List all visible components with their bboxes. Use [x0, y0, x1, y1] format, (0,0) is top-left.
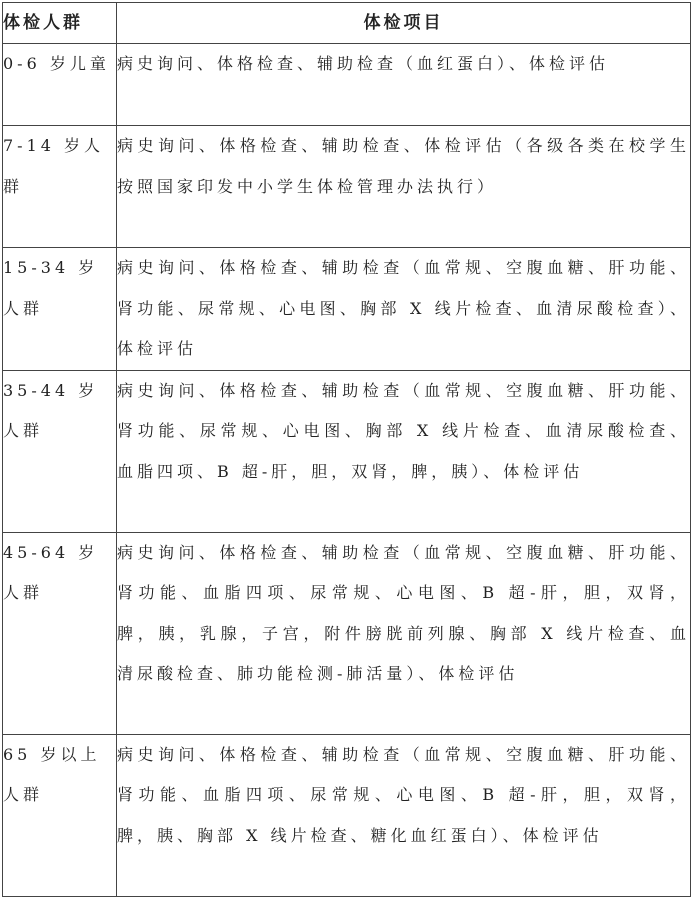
exam-items-cell: 病史询问、体格检查、辅助检查、体检评估（各级各类在校学生按照国家印发中小学生体检管理办法执行）: [117, 126, 691, 248]
table-row: [3, 126, 691, 248]
table-row: [3, 734, 691, 896]
exam-items-cell: 病史询问、体格检查、辅助检查（血常规、空腹血糖、肝功能、肾功能、血脂四项、尿常规、心电图、B 超-肝，胆，双肾，脾，胰，乳腺，子宫，附件膀胱前列腺、胸部 X 线片检查、血清尿酸检查、肺功能检测-肺活量）、体检评估: [117, 532, 691, 734]
table-row: [3, 44, 691, 126]
population-cell: 35-44 岁人群: [3, 370, 117, 532]
table-row: [3, 370, 691, 532]
table-header-row: [3, 3, 691, 44]
population-cell: 65 岁以上人群: [3, 734, 117, 896]
table-row: [3, 532, 691, 734]
exam-items-cell: 病史询问、体格检查、辅助检查（血常规、空腹血糖、肝功能、肾功能、尿常规、心电图、胸部 X 线片检查、血清尿酸检查、血脂四项、B 超-肝，胆，双肾，脾，胰）、体检评估: [117, 370, 691, 532]
exam-items-cell: 病史询问、体格检查、辅助检查（血红蛋白）、体检评估: [117, 44, 691, 126]
population-cell: 45-64 岁人群: [3, 532, 117, 734]
population-cell: 7-14 岁人群: [3, 126, 117, 248]
population-cell: 0-6 岁儿童: [3, 44, 117, 126]
population-cell: 15-34 岁人群: [3, 248, 117, 371]
exam-items-cell: 病史询问、体格检查、辅助检查（血常规、空腹血糖、肝功能、肾功能、尿常规、心电图、胸部 X 线片检查、血清尿酸检查）、体检评估: [117, 248, 691, 371]
health-exam-table: [2, 2, 691, 897]
exam-items-cell: 病史询问、体格检查、辅助检查（血常规、空腹血糖、肝功能、肾功能、血脂四项、尿常规、心电图、B 超-肝，胆，双肾，脾，胰、胸部 X 线片检查、糖化血红蛋白）、体检评估: [117, 734, 691, 896]
header-population: 体检人群: [3, 3, 117, 44]
table-row: [3, 248, 691, 371]
header-exam-items: 体检项目: [117, 3, 691, 44]
